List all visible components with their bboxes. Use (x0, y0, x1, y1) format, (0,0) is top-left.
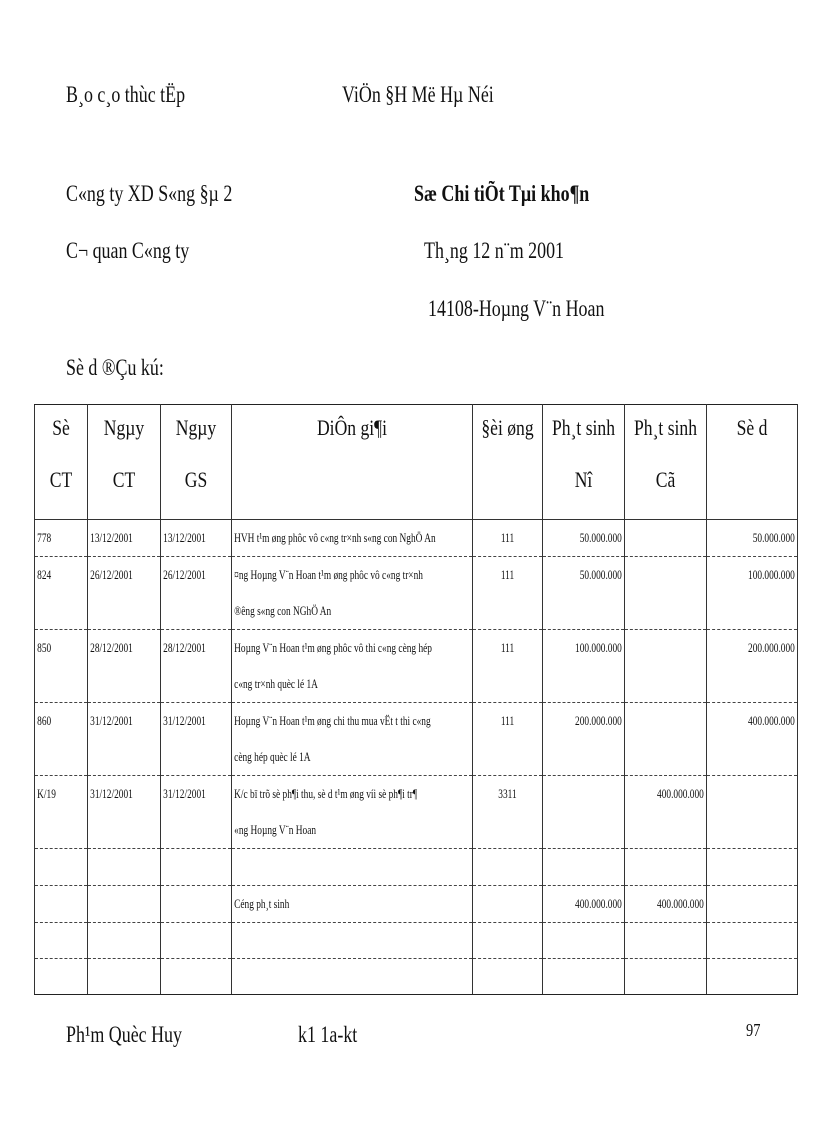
class-code: k1 1a-kt (298, 1022, 358, 1047)
table-row-empty (35, 849, 798, 886)
report-title: B¸o c¸o thùc tËp (66, 82, 186, 107)
author-name: Ph¹m Quèc Huy (66, 1022, 183, 1047)
account-holder: 14108-Hoµng V¨n Hoan (428, 296, 605, 321)
column-header: Sè d (707, 405, 798, 520)
opening-balance-label: Sè d ®Çu kú: (66, 355, 164, 380)
column-header: Ph¸t sinh Nî (543, 405, 625, 520)
table-row: 850 28/12/2001 28/12/2001 Hoµng V¨n Hoan t¹m øng phôc vô thi c«ng cèng hép c«ng tr×nh quèc lé 1A 111 100.000.000 200.000.000 (35, 630, 798, 703)
table-row: 824 26/12/2001 26/12/2001 ¤ng Hoµng V¨n Hoan t¹m øng phôc vô c«ng tr×nh ®êng s«ng con NGhÖ An 111 50.000.000 100.000.000 (35, 557, 798, 630)
table-row: 860 31/12/2001 31/12/2001 Hoµng V¨n Hoan t¹m øng chi thu mua vËt t thi c«ng cèng hép quèc lé 1A 111 200.000.000 400.000.000 (35, 703, 798, 776)
page-number: 97 (746, 1020, 761, 1040)
table-row: 778 13/12/2001 13/12/2001 HVH t¹m øng phôc vô c«ng tr×nh s«ng con NghÖ An 111 50.000.000 50.000.000 (35, 520, 798, 557)
total-label: Céng ph¸t sinh (234, 896, 290, 911)
column-header: Ngµy GS (161, 405, 232, 520)
table-header-row (35, 405, 798, 520)
ledger-title: Sæ Chi tiÕt Tµi kho¶n (414, 181, 590, 206)
table-row-empty (35, 923, 798, 959)
table-row: K/19 31/12/2001 31/12/2001 K/c bï trõ sè ph¶i thu, sè d t¹m øng víi sè ph¶i tr¶ «ng Hoµng V¨n Hoan 3311 400.000.000 (35, 776, 798, 849)
table-row-empty (35, 959, 798, 995)
total-credit: 400.000.000 (657, 896, 704, 911)
column-header: Sè CT (35, 405, 88, 520)
total-debit: 400.000.000 (575, 896, 622, 911)
column-header: §èi øng (473, 405, 543, 520)
company-name: C«ng ty XD S«ng §µ 2 (66, 181, 233, 206)
ledger-table (34, 404, 798, 995)
period: Th¸ng 12 n¨m 2001 (424, 238, 565, 263)
office-name: C¬ quan C«ng ty (66, 238, 190, 263)
column-header: Ph¸t sinh Cã (625, 405, 707, 520)
column-header: Ngµy CT (88, 405, 161, 520)
institute-name: ViÖn §H Më Hµ Néi (342, 82, 494, 107)
total-row (35, 886, 798, 923)
column-header: DiÔn gi¶i (232, 405, 473, 520)
